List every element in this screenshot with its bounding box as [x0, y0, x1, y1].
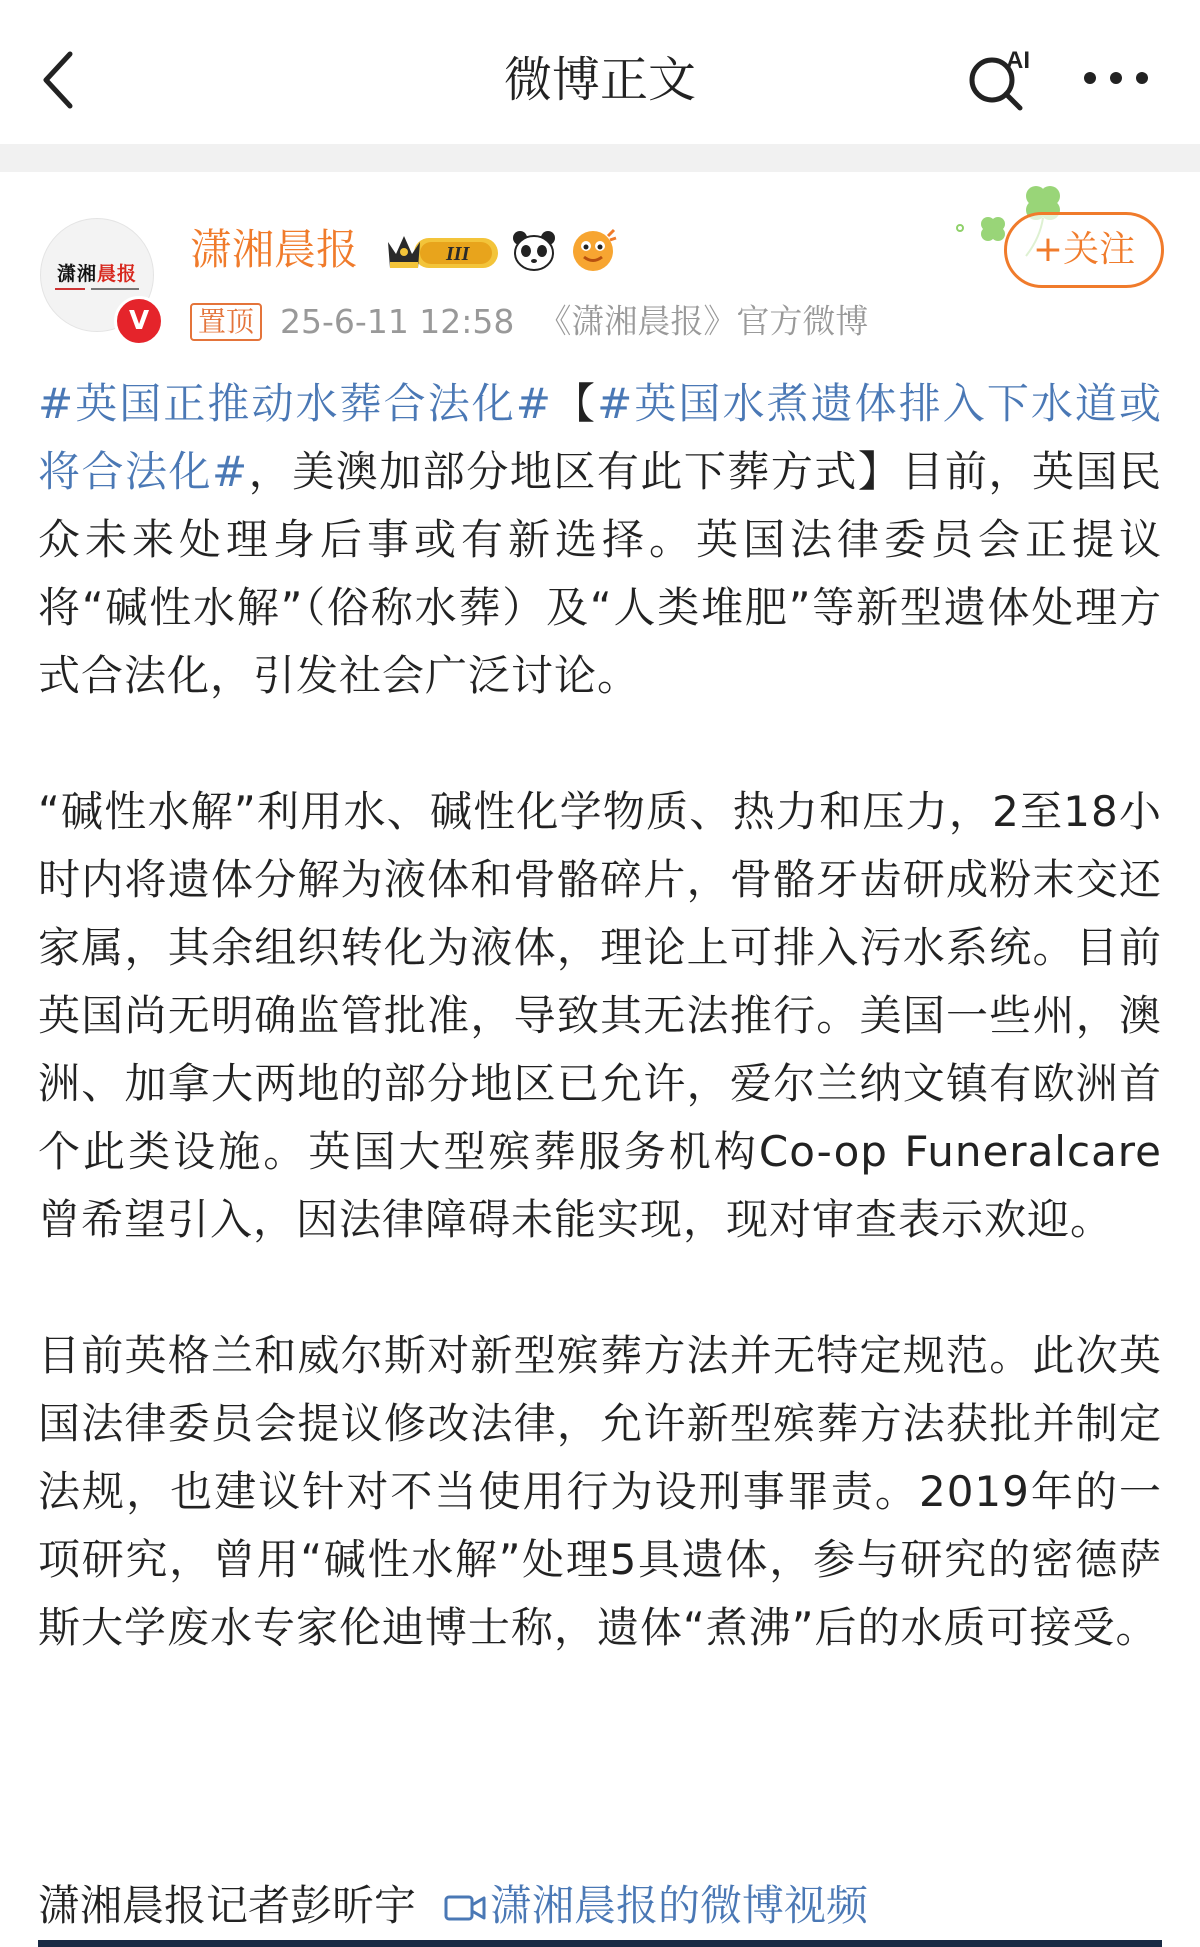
- avatar-logo: 潇湘晨报: [56, 263, 138, 285]
- post-paragraph-3: 目前英格兰和威尔斯对新型殡葬方法并无特定规范。此次英国法律委员会提议修改法律，允许新型殡葬方法获批并制定法规，也建议针对不当使用行为设刑事罪责。2019年的一项研究，曾用“碱性水解”处理5具遗体，参与研究的密德萨斯大学废水专家伦迪博士称，遗体“煮沸”后的水质可接受。: [38, 1331, 1162, 1652]
- hashtag-link[interactable]: #英国水煮遗体排入下水道或将合法化#: [38, 379, 1162, 496]
- post-paragraph-1: [38, 370, 1162, 710]
- video-camera-icon: [444, 1893, 486, 1923]
- post-source: 《潇湘晨报》官方微博: [538, 301, 869, 341]
- video-link[interactable]: [444, 1881, 868, 1930]
- post-body: [38, 370, 1162, 1730]
- post-time: 25-6-11 12:58: [280, 301, 515, 341]
- post-footer: [38, 1872, 868, 1940]
- ai-label: AI: [1006, 47, 1030, 74]
- paragraph-text: ，美澳加部分地区有此下葬方式】目前，英国民众未来处理身后事或有新选择。英国法律委员会正提议将“碱性水解”（俗称水葬）及“人类堆肥”等新型遗体处理方式合法化，引发社会广泛讨论。: [38, 447, 1162, 700]
- reporter-credit: 潇湘晨报记者彭昕宇: [38, 1881, 417, 1930]
- video-link-label: 潇湘晨报的微博视频: [490, 1881, 869, 1930]
- hashtag-link[interactable]: #英国正推动水葬合法化#: [38, 379, 552, 428]
- svg-text:III: III: [446, 243, 470, 265]
- page-title: 微博正文: [503, 52, 696, 108]
- emoji-badge-icon: [568, 226, 618, 274]
- pinned-tag: 置顶: [190, 303, 262, 341]
- author-name[interactable]: 潇湘晨报: [190, 225, 359, 274]
- video-preview-edge: [38, 1940, 1162, 1947]
- ai-search-icon[interactable]: [962, 42, 1034, 114]
- follow-button[interactable]: +关注: [1004, 212, 1164, 288]
- top-navigation-bar: [0, 0, 1200, 144]
- crown-level-badge-icon: [384, 228, 502, 274]
- post-paragraph-2: “碱性水解”利用水、碱性化学物质、热力和压力，2至18小时内将遗体分解为液体和骨骼碎片，骨骼牙齿研成粉末交还家属，其余组织转化为液体，理论上可排入污水系统。目前英国尚无明确监管批准，导致其无法推行。美国一些州，澳洲、加拿大两地的部分地区已允许，爱尔兰纳文镇有欧洲首个此类设施。英国大型殡葬服务机构Co-op Funeralcare曾希望引入，因法律障碍未能实现，现对审查表示欢迎。: [38, 787, 1162, 1244]
- section-separator: [0, 144, 1200, 172]
- more-options-icon[interactable]: [1080, 62, 1152, 94]
- post-meta: [190, 298, 868, 342]
- avatar-subtitle-lines: [51, 285, 143, 293]
- bracket-open: 【: [552, 379, 598, 428]
- verified-badge-icon: V: [114, 296, 164, 346]
- panda-badge-icon: [510, 226, 558, 274]
